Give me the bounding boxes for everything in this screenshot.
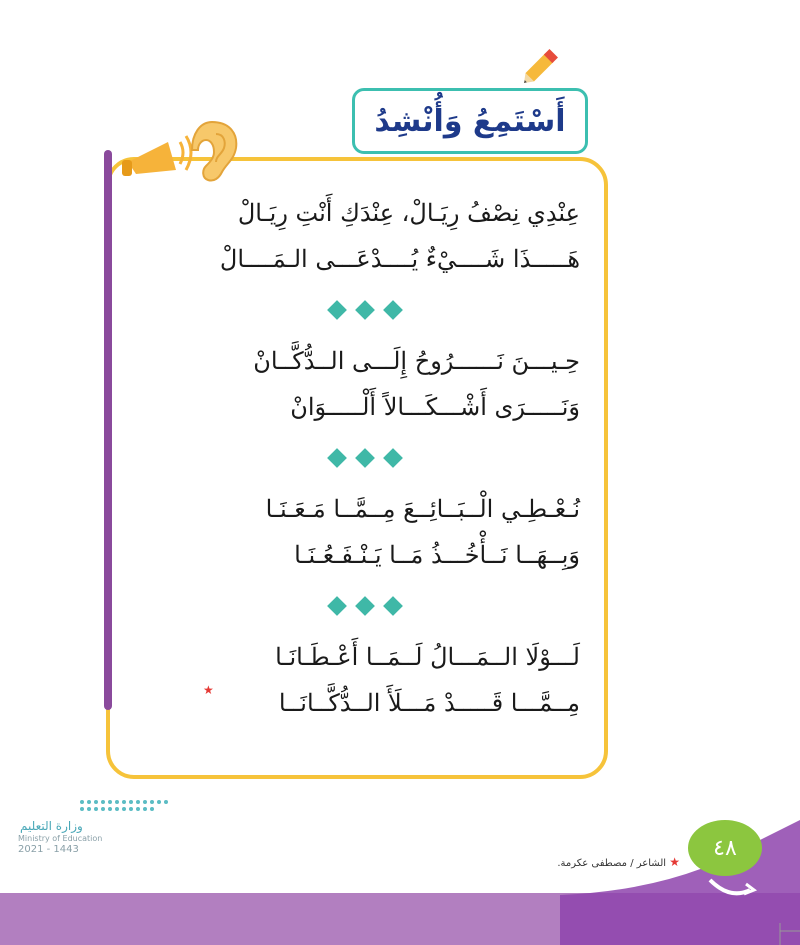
ministry-name-en: Ministry of Education (18, 834, 103, 843)
diamond-icon (355, 448, 375, 468)
stanza (150, 338, 580, 430)
footnote-star-icon: ★ (669, 855, 680, 869)
poem (150, 190, 580, 726)
verse: نُـعْـطِـي الْــبَــائِــعَ مِــمَّــا مَـعَـنَـا (265, 495, 580, 523)
verse: مِــمَّـــا قَـــــدْ مَـــلَأَ الــدُّكَّــانَــا (278, 689, 580, 717)
diamond-icon (327, 596, 347, 616)
footnote-text: الشاعر / مصطفى عكرمة. (557, 858, 667, 869)
diamond-icon (327, 300, 347, 320)
stanza-divider (150, 430, 580, 486)
verse: حِـيـــنَ نَــــــرُوحُ إِلَـــى الــدُّكَّــانْ (253, 347, 580, 375)
verse: هَـــــذَا شَــــيْءٌ يُــــدْعَـــى الـمَــــالْ (219, 245, 580, 273)
frame-accent-bar (104, 150, 112, 710)
ministry-year: 2021 - 1443 (18, 844, 79, 855)
verse: وَنَـــــرَى أَشْـــكَـــالاً أَلْـــــوَانْ (290, 393, 580, 421)
corner-crop-mark (772, 923, 800, 945)
diamond-icon (383, 300, 403, 320)
verse: لَـــوْلَا الــمَـــالُ لَــمَــا أَعْـطَـانَـا (275, 643, 580, 671)
stanza (150, 486, 580, 578)
ministry-dots-icon (80, 800, 170, 811)
diamond-icon (355, 596, 375, 616)
lesson-title: أَسْتَمِعُ وَأُنْشِدُ (374, 103, 566, 139)
verse: وَبِــهَــا نَــأْخُـــذُ مَــا يَـنْـفَـعُـنَـا (294, 541, 580, 569)
stanza-divider (150, 282, 580, 338)
stanza-divider (150, 578, 580, 634)
page-number: ٤٨ (713, 835, 737, 861)
pencil-icon (515, 40, 567, 92)
diamond-icon (355, 300, 375, 320)
lesson-title-box (352, 88, 588, 154)
stanza (150, 634, 580, 726)
ministry-name-ar: وزارة التعليم (20, 819, 83, 833)
diamond-icon (383, 596, 403, 616)
stanza (150, 190, 580, 282)
page-swoosh-decoration (560, 820, 800, 945)
ear-megaphone-icon (120, 112, 252, 188)
diamond-icon (383, 448, 403, 468)
page-number-badge (688, 820, 762, 876)
footnote (500, 855, 680, 869)
ministry-logo (18, 800, 168, 855)
verse: عِنْدِي نِصْفُ رِيَـالْ، عِنْدَكِ أَنْتِ رِيَـالْ (237, 199, 580, 227)
footnote-star-icon: ★ (203, 683, 214, 697)
diamond-icon (327, 448, 347, 468)
